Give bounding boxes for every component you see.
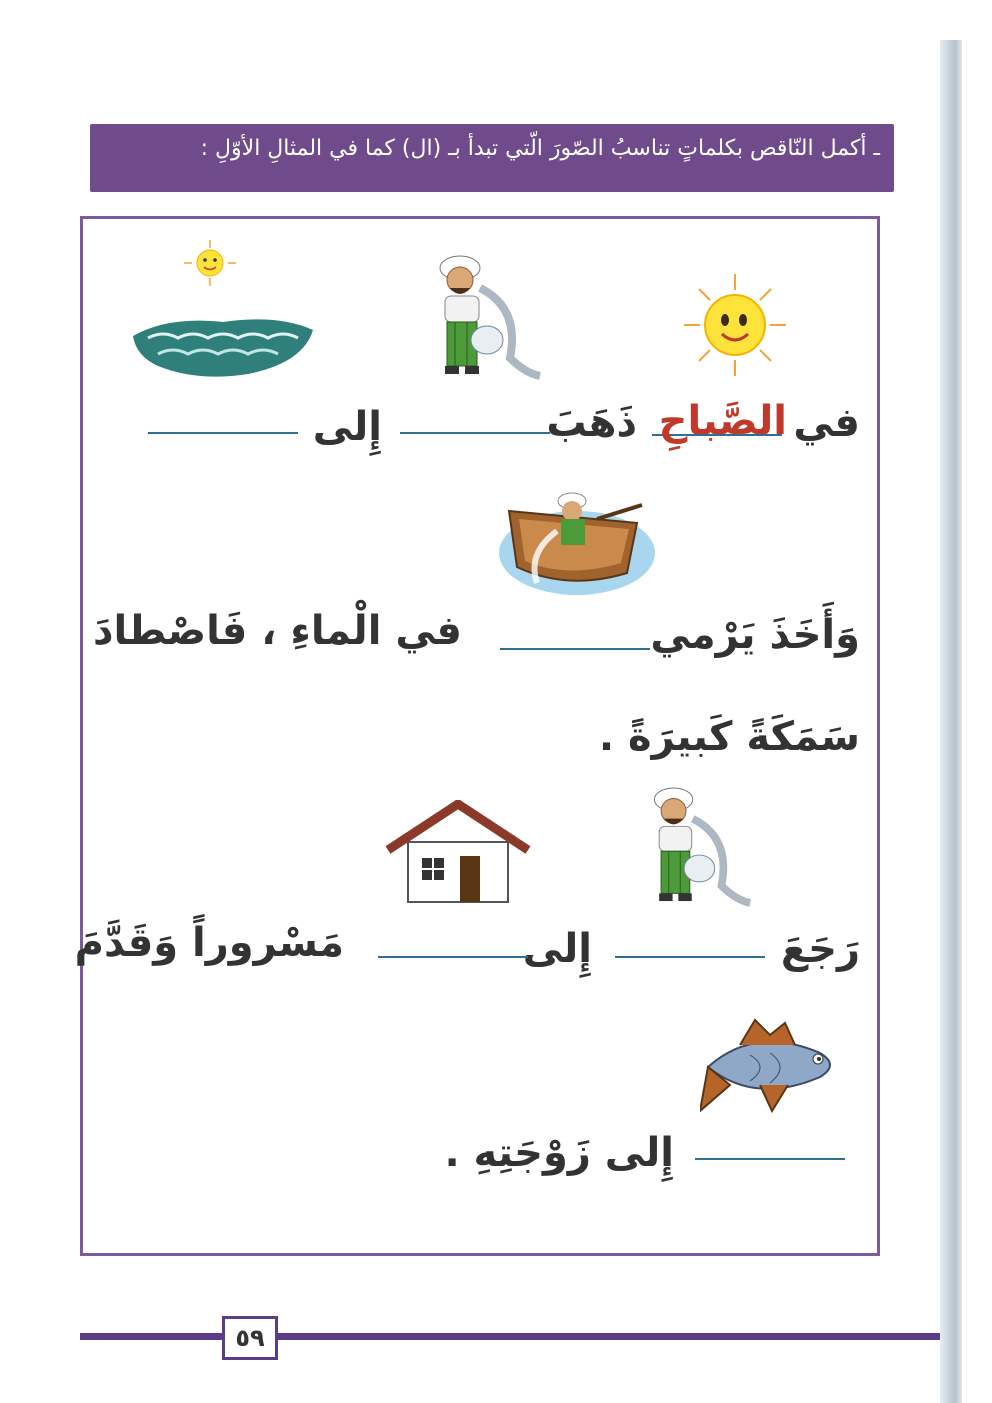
- word-masruran-waqaddama: مَسْروراً وَقَدَّمَ: [74, 920, 344, 966]
- word-wa-akhadha-yarmi: وَأَخَذَ يَرْمي: [650, 612, 860, 658]
- house-icon: [386, 800, 531, 905]
- fisherman-icon: [640, 780, 755, 910]
- answer-blank[interactable]: [695, 1158, 845, 1160]
- answer-blank[interactable]: [500, 648, 650, 650]
- fisherman-icon: [425, 248, 545, 383]
- sea-icon: [128, 308, 318, 383]
- word-ila: إِلى: [522, 926, 592, 972]
- sun-icon: [680, 270, 790, 380]
- book-spine: [940, 40, 962, 1403]
- fish-icon: [700, 1015, 845, 1120]
- sun-icon: [180, 238, 240, 288]
- footer-bar: [80, 1333, 940, 1340]
- word-samakatan-kabiratan: سَمَكَةً كَبيرَةً .: [598, 714, 860, 760]
- instruction-text: ـ أكمل النّاقص بكلماتٍ تناسبُ الصّورَ الّتي تبدأ بـ (ال) كما في المثالِ الأوّلِ :: [200, 136, 880, 161]
- answer-example: الصَّباحِ: [658, 398, 787, 444]
- word-rajaa: رَجَعَ: [780, 926, 860, 972]
- word-ila: إِلى: [312, 404, 382, 450]
- page-number: ٥٩: [222, 1316, 278, 1360]
- word-fi: في: [793, 400, 860, 446]
- word-ila-zawjatihi: إِلى زَوْجَتِهِ .: [444, 1130, 674, 1176]
- word-dhahaba: ذَهَبَ: [546, 400, 637, 446]
- answer-blank[interactable]: [615, 956, 765, 958]
- word-fil-maa-fastada: في الْماءِ ، فَاصْطادَ: [92, 608, 462, 654]
- instruction-banner: [90, 124, 894, 192]
- answer-blank[interactable]: [148, 432, 298, 434]
- boat-icon: [497, 483, 657, 598]
- answer-blank[interactable]: [378, 956, 528, 958]
- answer-blank[interactable]: [400, 432, 550, 434]
